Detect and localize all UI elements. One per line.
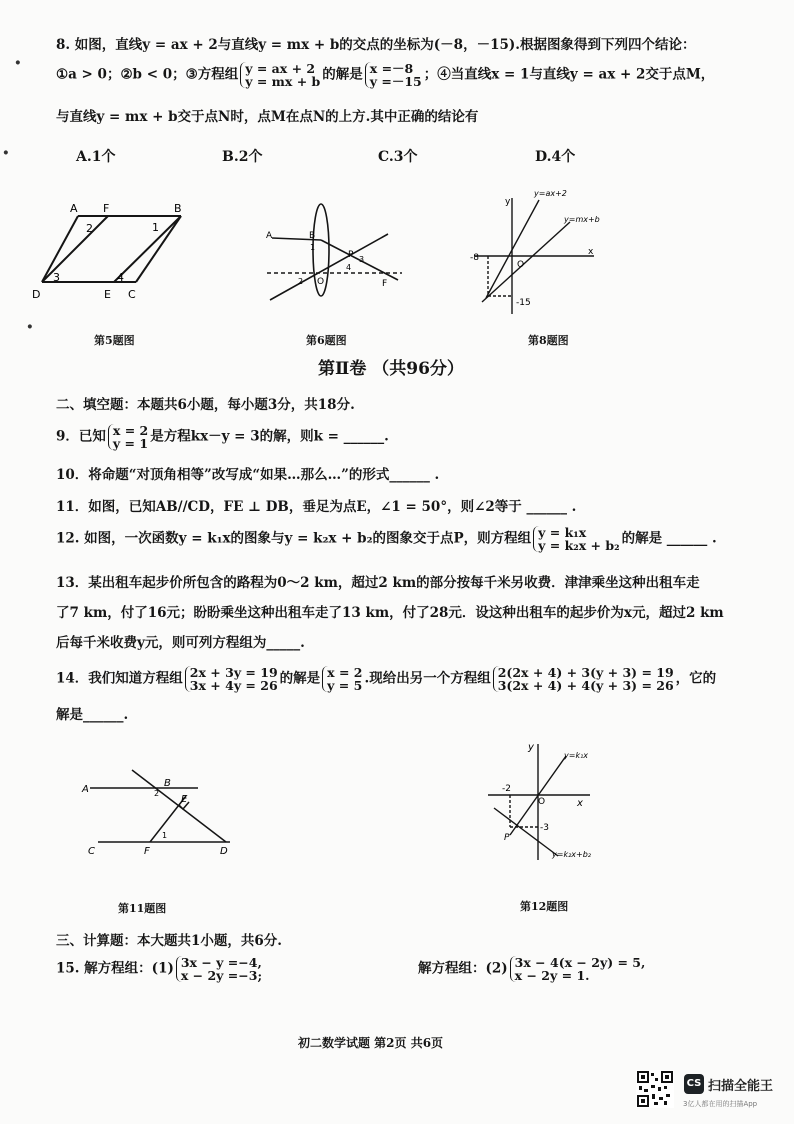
fig6-label-p: P bbox=[348, 250, 354, 260]
q8-conclusion-4: ；④当直线x = 1与直线y = ax + 2交于点M， bbox=[423, 66, 715, 83]
fig8-origin: O bbox=[517, 260, 525, 270]
q15-system-2 bbox=[510, 956, 646, 982]
q14 bbox=[56, 666, 716, 692]
q15-eq-2a: 3x − 4(x − 2y) = 5, bbox=[514, 955, 646, 970]
part2-header: 二、填空题：本题共6小题，每小题3分，共18分. bbox=[56, 397, 355, 413]
q14-solution bbox=[322, 666, 362, 692]
part3-header: 三、计算题：本大题共1小题，共6分. bbox=[56, 933, 282, 949]
fig12-line-1-label: y=k₁x bbox=[564, 751, 589, 760]
q13-line2: 了7 km，付了16元；盼盼乘坐这种出租车走了13 km，付了28元．设这种出租车的起步价为x元，超过2 km bbox=[56, 605, 724, 621]
figure-6 bbox=[262, 200, 412, 310]
figure-12 bbox=[480, 740, 610, 865]
q12-pre: 12. 如图，一次函数y = k₁x的图象与y = k₂x + b₂的图象交于点P，则方程组 bbox=[56, 530, 532, 547]
fig8-axis-x: x bbox=[588, 247, 594, 257]
fig8-caption: 第8题图 bbox=[528, 334, 569, 347]
fig6-label-f: F bbox=[382, 279, 388, 289]
fig8-tick-y: -15 bbox=[516, 298, 531, 308]
figure-8 bbox=[464, 188, 604, 320]
scan-mark: · bbox=[14, 50, 22, 76]
option-d: D.4个 bbox=[535, 149, 576, 165]
fig11-label-c: C bbox=[88, 846, 95, 857]
fig8-tick-x: -8 bbox=[470, 253, 479, 263]
fig5-label-f: F bbox=[103, 202, 110, 215]
fig11-label-b: B bbox=[164, 778, 171, 789]
option-b: B.2个 bbox=[222, 149, 263, 165]
fig11-angle-2: 2 bbox=[154, 789, 160, 798]
q8-sol-a: x =－8 bbox=[369, 61, 414, 76]
scanner-brand: 扫描全能王 bbox=[708, 1079, 774, 1094]
q14-line2: 解是______. bbox=[56, 707, 129, 723]
fig8-axis-y: y bbox=[505, 197, 511, 207]
fig12-axis-x: x bbox=[577, 798, 583, 809]
q13-line3: 后每千米收费y元，则可列方程组为_____. bbox=[56, 635, 305, 651]
fig6-label-a: A bbox=[266, 231, 273, 241]
fig5-label-e: E bbox=[104, 288, 111, 301]
section2-title: 第Ⅱ卷 （共96分） bbox=[318, 359, 464, 379]
fig5-angle-3: 3 bbox=[53, 271, 60, 284]
fig12-label-p: P bbox=[504, 833, 510, 843]
fig6-angle-2: 2 bbox=[298, 277, 304, 286]
fig12-caption: 第12题图 bbox=[520, 900, 569, 913]
q9-eq-a: x = 2 bbox=[112, 423, 149, 438]
q14-pre: 14．我们知道方程组 bbox=[56, 670, 183, 687]
q15-pre: 15. 解方程组：(1) bbox=[56, 960, 174, 977]
q14-eq-2b: 3(2x + 4) + 4(y + 3) = 26 bbox=[497, 678, 674, 693]
fig5-label-d: D bbox=[32, 288, 41, 301]
q12-system bbox=[533, 526, 619, 552]
fig6-angle-3: 3 bbox=[359, 255, 365, 264]
scanner-logo-icon: CS bbox=[684, 1074, 704, 1094]
q14-sol-b: y = 5 bbox=[327, 678, 363, 693]
q14-mid2: .现给出另一个方程组 bbox=[364, 670, 491, 687]
fig11-label-d: D bbox=[220, 846, 228, 857]
q15-part1 bbox=[56, 956, 264, 982]
q8-mid: 的解是 bbox=[322, 66, 363, 83]
q12 bbox=[56, 526, 717, 552]
q8-eq-a: y = ax + 2 bbox=[245, 61, 316, 76]
fig8-line-b-label: y=mx+b bbox=[564, 215, 600, 224]
q12-post: 的解是 ______ . bbox=[621, 530, 717, 547]
fig12-tick-x: -2 bbox=[502, 784, 511, 794]
q8-solution bbox=[365, 62, 422, 88]
q14-eq-1a: 2x + 3y = 19 bbox=[189, 665, 278, 680]
fig12-line-2-label: y=k₂x+b₂ bbox=[552, 850, 591, 859]
fig5-label-c: C bbox=[128, 288, 136, 301]
q8-system bbox=[240, 62, 320, 88]
fig5-angle-4: 4 bbox=[117, 271, 124, 284]
q15-eq-1b: x − 2y =−3; bbox=[180, 968, 263, 983]
fig5-angle-2: 2 bbox=[86, 222, 93, 235]
q9-system bbox=[108, 424, 148, 450]
q11: 11．如图，已知AB//CD，FE ⊥ DB，垂足为点E，∠1 = 50°，则∠2等于 ______ . bbox=[56, 499, 577, 515]
q14-system-1 bbox=[185, 666, 278, 692]
q14-mid: 的解是 bbox=[279, 670, 321, 687]
q14-eq-1b: 3x + 4y = 26 bbox=[189, 678, 278, 693]
q8-line1: 8. 如图，直线y = ax + 2与直线y = mx + b的交点的坐标为(－8，－15).根据图象得到下列四个结论： bbox=[56, 37, 696, 53]
fig11-label-e: E bbox=[181, 794, 188, 805]
fig12-axis-y: y bbox=[528, 742, 534, 753]
fig11-label-f: F bbox=[144, 846, 150, 857]
q9 bbox=[56, 424, 389, 450]
q9-pre: 9．已知 bbox=[56, 428, 106, 445]
option-a: A.1个 bbox=[76, 149, 116, 165]
q15-eq-1a: 3x − y =−4, bbox=[180, 955, 262, 970]
q8-line3: 与直线y = mx + b交于点N时，点M在点N的上方.其中正确的结论有 bbox=[56, 109, 479, 125]
fig6-angle-4: 4 bbox=[346, 263, 352, 272]
q10: 10．将命题“对顶角相等”改写成“如果…那么…”的形式______ . bbox=[56, 467, 440, 483]
option-c: C.3个 bbox=[378, 149, 418, 165]
q9-post: 是方程kx－y = 3的解，则k = ______. bbox=[150, 428, 389, 445]
fig8-line-a-label: y=ax+2 bbox=[534, 189, 567, 198]
fig12-tick-y: -3 bbox=[540, 823, 549, 833]
q12-eq-b: y = k₂x + b₂ bbox=[538, 538, 620, 553]
q8-conclusions: ①a > 0；②b < 0；③方程组 bbox=[56, 66, 239, 83]
q15-part2 bbox=[418, 956, 647, 982]
fig6-label-o: O bbox=[317, 277, 325, 287]
qr-code-icon bbox=[636, 1070, 674, 1108]
q9-eq-b: y = 1 bbox=[112, 436, 149, 451]
fig5-angle-1: 1 bbox=[152, 221, 159, 234]
fig11-label-a: A bbox=[82, 784, 89, 795]
fig5-caption: 第5题图 bbox=[94, 334, 135, 347]
fig12-origin: O bbox=[538, 797, 546, 807]
fig5-label-a: A bbox=[70, 202, 78, 215]
q8-line2 bbox=[56, 62, 714, 88]
q15-pre2: 解方程组：(2) bbox=[418, 960, 508, 977]
q8-eq-b: y = mx + b bbox=[245, 74, 321, 89]
scanner-tagline: 3亿人都在用的扫描App bbox=[683, 1100, 758, 1108]
fig6-caption: 第6题图 bbox=[306, 334, 347, 347]
figure-11 bbox=[80, 766, 240, 862]
q15-eq-2b: x − 2y = 1. bbox=[514, 968, 590, 983]
fig5-label-b: B bbox=[174, 202, 182, 215]
fig6-angle-1: 1 bbox=[310, 243, 316, 252]
q14-system-2 bbox=[493, 666, 674, 692]
scan-mark: · bbox=[2, 140, 10, 166]
q13-line1: 13．某出租车起步价所包含的路程为0～2 km，超过2 km的部分按每千米另收费．津津乘坐这种出租车走 bbox=[56, 575, 700, 591]
fig6-label-b: B bbox=[309, 231, 316, 241]
page-footer: 初二数学试题 第2页 共6页 bbox=[298, 1036, 444, 1050]
q12-eq-a: y = k₁x bbox=[538, 525, 587, 540]
fig11-caption: 第11题图 bbox=[118, 902, 167, 915]
q14-post: ，它的 bbox=[675, 670, 717, 687]
q8-sol-b: y =－15 bbox=[369, 74, 422, 89]
q15-system-1 bbox=[176, 956, 262, 982]
fig11-angle-1: 1 bbox=[162, 831, 168, 840]
q14-eq-2a: 2(2x + 4) + 3(y + 3) = 19 bbox=[497, 665, 674, 680]
figure-5 bbox=[28, 198, 198, 308]
q14-sol-a: x = 2 bbox=[327, 665, 363, 680]
scan-mark: · bbox=[26, 314, 34, 340]
